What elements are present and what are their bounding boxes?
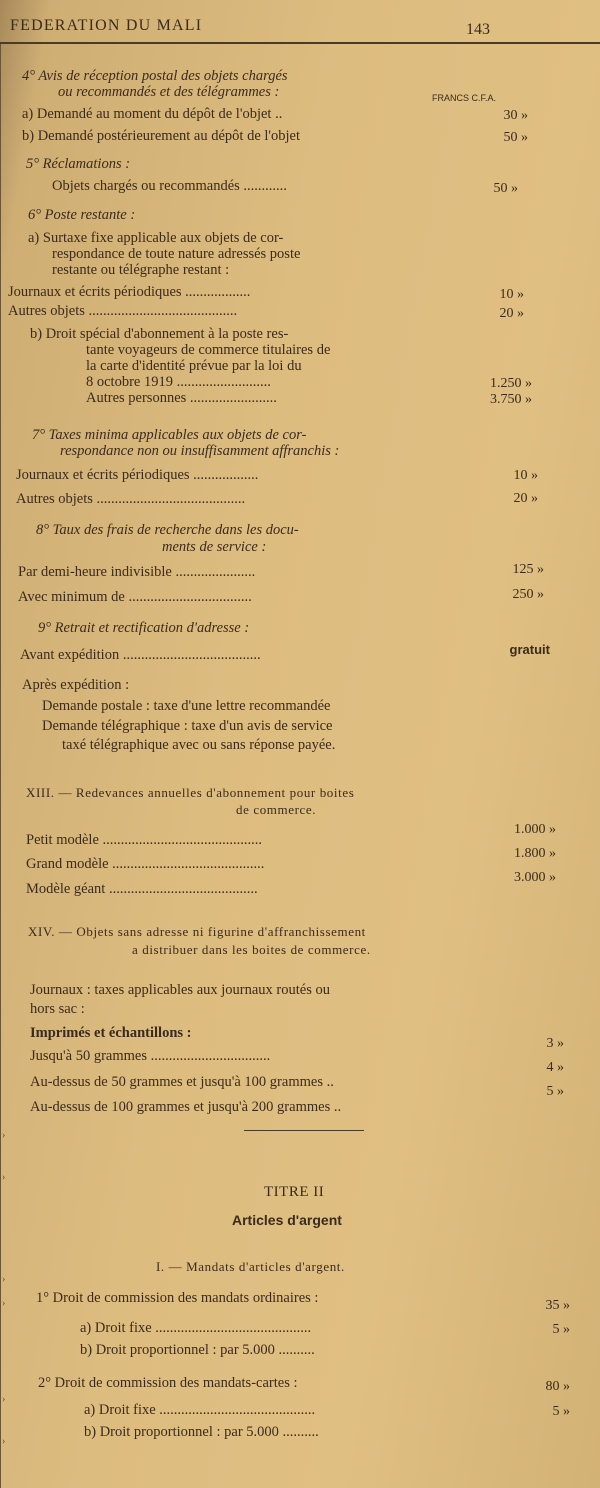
commission-cartes-a-value: 5 » — [552, 1404, 570, 1419]
s6-journaux-value: 10 » — [499, 287, 524, 302]
s13-title-line2: de commerce. — [236, 802, 317, 817]
s6-title: 6° Poste restante : — [28, 207, 136, 223]
s8-demi: Par demi-heure indivisible ...................... — [18, 564, 256, 580]
commission-ordinaires-a-value: 5 » — [552, 1322, 570, 1337]
s14-i3: Au-dessus de 100 grammes et jusqu'à 200 grammes .. — [30, 1099, 342, 1115]
commission-ordinaires-a: a) Droit fixe ........................................... — [80, 1320, 312, 1336]
commission-ordinaires-value: 35 » — [545, 1298, 570, 1313]
commission-cartes-value: 80 » — [545, 1379, 570, 1394]
s6-b-line5: Autres personnes ........................ — [86, 390, 277, 406]
s4-a: a) Demandé au moment du dépôt de l'objet .. — [22, 106, 283, 122]
commission-cartes-b: b) Droit proportionnel : par 5.000 .......... — [84, 1424, 319, 1440]
s5-item: Objets chargés ou recommandés ............ — [52, 178, 287, 194]
s6-a-line3: restante ou télégraphe restant : — [52, 262, 230, 278]
s14-journaux-line1: Journaux : taxes applicables aux journaux routés ou — [30, 982, 330, 998]
s7-title-line2: respondance non ou insuffisamment affranchis : — [60, 443, 340, 459]
s7-autres: Autres objets ......................................... — [16, 491, 246, 507]
margin-bleed-mark: › — [2, 1436, 6, 1447]
s9-avant-value: gratuit — [509, 642, 550, 657]
s6-a-line2: respondance de toute nature adressés poste — [52, 246, 301, 262]
s6-journaux: Journaux et écrits périodiques .................. — [8, 284, 251, 300]
s13-petit-value: 1.000 » — [514, 822, 556, 837]
s6-a-line1: a) Surtaxe fixe applicable aux objets de cor- — [28, 230, 284, 246]
s14-i3-value: 5 » — [546, 1084, 564, 1099]
commission-cartes: 2° Droit de commission des mandats-cartes : — [38, 1375, 298, 1391]
s14-imprimes: Imprimés et échantillons : — [30, 1025, 192, 1041]
running-header-title: FEDERATION DU MALI — [10, 17, 203, 34]
s13-grand: Grand modèle .......................................... — [26, 856, 265, 872]
s8-min-value: 250 » — [512, 587, 544, 602]
s5-item-value: 50 » — [493, 181, 518, 196]
s6-b-line4-value: 1.250 » — [490, 376, 532, 391]
s6-b-line2: tante voyageurs de commerce titulaires de — [86, 342, 331, 358]
s14-i2: Au-dessus de 50 grammes et jusqu'à 100 grammes .. — [30, 1074, 334, 1090]
s6-b-line3: la carte d'identité prévue par la loi du — [86, 358, 302, 374]
s14-title-line1: XIV. — Objets sans adresse ni figurine d'affranchissement — [28, 924, 366, 939]
column-unit: FRANCS C.F.A. — [432, 93, 497, 103]
s6-autres: Autres objets ......................................... — [8, 303, 238, 319]
margin-bleed-mark: › — [2, 1394, 6, 1405]
s13-geant-value: 3.000 » — [514, 870, 556, 885]
margin-bleed-mark: › — [2, 1298, 6, 1309]
s6-b-line1: b) Droit spécial d'abonnement à la poste res- — [30, 326, 289, 342]
s4-b: b) Demandé postérieurement au dépôt de l'objet — [22, 128, 301, 144]
s9-title: 9° Retrait et rectification d'adresse : — [38, 620, 250, 636]
margin-bleed-mark: › — [2, 1274, 6, 1285]
s14-journaux-line2: hors sac : — [30, 1001, 85, 1017]
margin-bleed-mark: › — [2, 1130, 6, 1141]
s9-avant: Avant expédition ...................................... — [20, 647, 261, 663]
s7-journaux-value: 10 » — [513, 468, 538, 483]
margin-bleed-mark: › — [2, 1172, 6, 1183]
s7-title-line1: 7° Taxes minima applicables aux objets de cor- — [32, 427, 307, 443]
commission-ordinaires: 1° Droit de commission des mandats ordinaires : — [36, 1290, 319, 1306]
s13-geant: Modèle géant ......................................... — [26, 881, 258, 897]
titre-subtitle: Articles d'argent — [232, 1212, 342, 1228]
s13-grand-value: 1.800 » — [514, 846, 556, 861]
s13-title-line1: XIII. — Redevances annuelles d'abonnement pour boites — [26, 785, 355, 800]
s9-apres-2: Demande télégraphique : taxe d'un avis de service — [42, 718, 333, 734]
s7-autres-value: 20 » — [513, 491, 538, 506]
s4-title-line1: 4° Avis de réception postal des objets chargés — [22, 68, 288, 84]
commission-ordinaires-b: b) Droit proportionnel : par 5.000 .......... — [80, 1342, 315, 1358]
s4-title-line2: ou recommandés et des télégrammes : — [58, 84, 280, 100]
left-margin-rule — [0, 44, 1, 1488]
s8-min: Avec minimum de .................................. — [18, 589, 252, 605]
page-number: 143 — [466, 21, 490, 38]
s14-i1: Jusqu'à 50 grammes ................................. — [30, 1048, 271, 1064]
s9-apres-1: Demande postale : taxe d'une lettre recommandée — [42, 698, 331, 714]
section-separator-rule — [244, 1130, 364, 1131]
s8-title-line2: ments de service : — [162, 539, 267, 555]
s14-i1-value: 3 » — [546, 1036, 564, 1051]
s14-title-line2: a distribuer dans les boites de commerce. — [132, 942, 371, 957]
s9-apres: Après expédition : — [22, 677, 130, 693]
s13-petit: Petit modèle ............................................ — [26, 832, 263, 848]
s6-autres-value: 20 » — [499, 306, 524, 321]
s4-b-value: 50 » — [503, 130, 528, 145]
header-rule — [0, 42, 600, 44]
s5-title: 5° Réclamations : — [26, 156, 131, 172]
s4-a-value: 30 » — [503, 108, 528, 123]
s8-title-line1: 8° Taux des frais de recherche dans les docu- — [36, 522, 299, 538]
commission-cartes-a: a) Droit fixe ........................................... — [84, 1402, 316, 1418]
s14-i2-value: 4 » — [546, 1060, 564, 1075]
s6-b-line4: 8 octobre 1919 .......................... — [86, 374, 271, 390]
s9-apres-3: taxé télégraphique avec ou sans réponse payée. — [62, 737, 336, 753]
titre-heading: TITRE II — [264, 1184, 325, 1200]
s8-demi-value: 125 » — [512, 562, 544, 577]
titre-section-heading: I. — Mandats d'articles d'argent. — [156, 1259, 345, 1274]
s7-journaux: Journaux et écrits périodiques .................. — [16, 467, 259, 483]
s6-b-line5-value: 3.750 » — [490, 392, 532, 407]
